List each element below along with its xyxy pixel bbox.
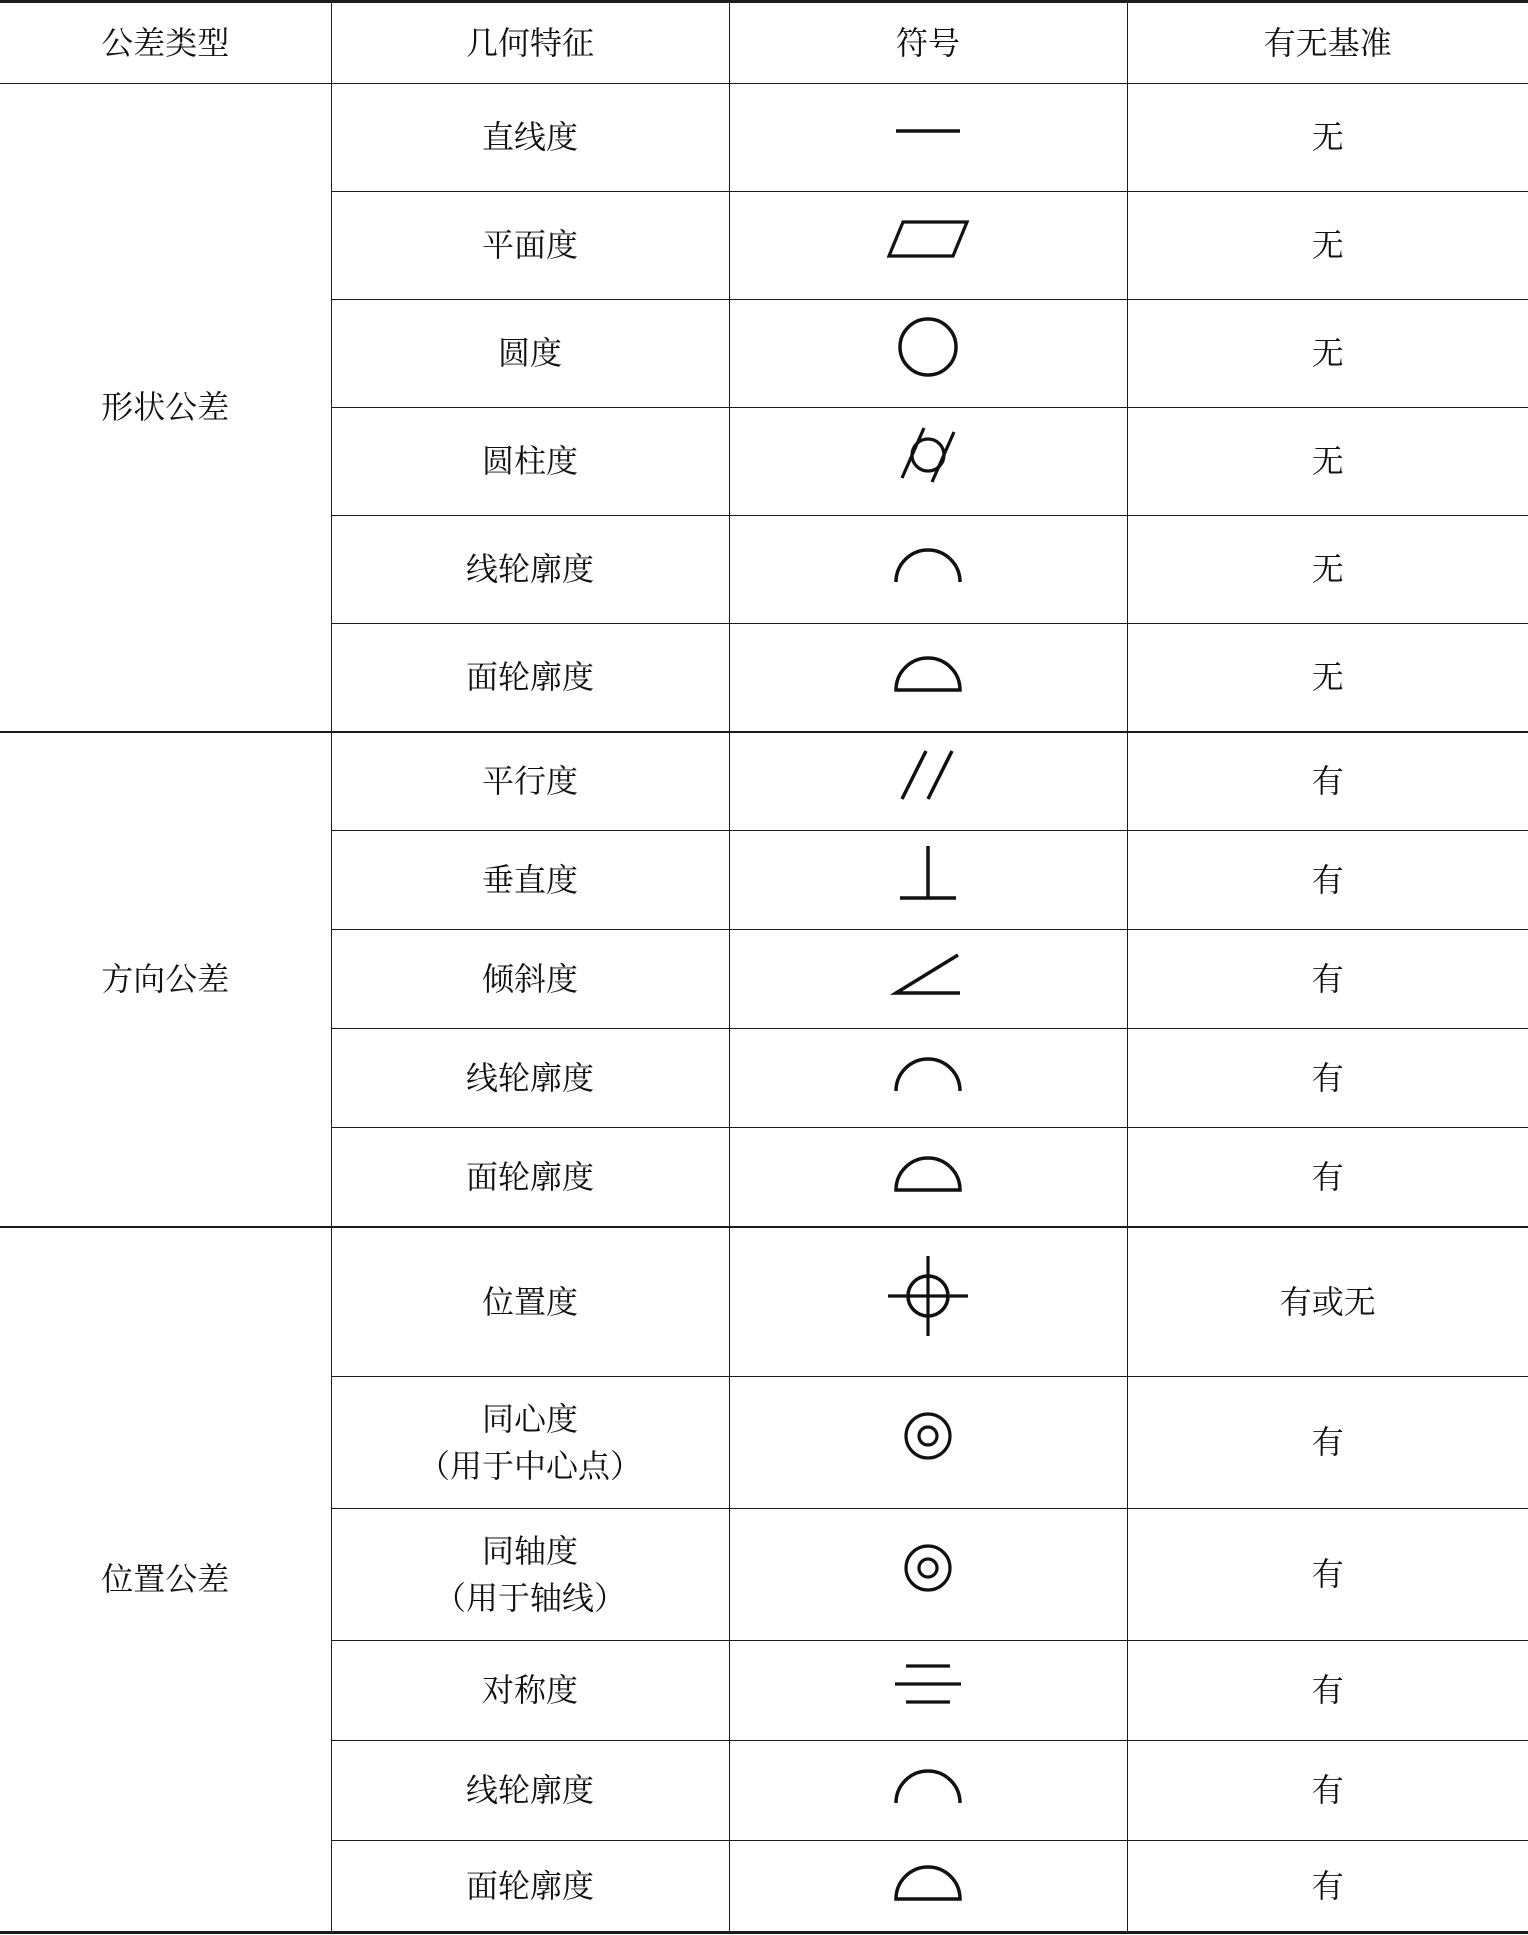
feature-label: 面轮廓度 [465,658,594,697]
geometric-feature-cell [331,1741,729,1841]
table-row [0,732,1528,831]
datum-cell: 有 [1127,930,1528,1029]
symbol-cell [729,732,1127,831]
feature-label: 位置度 [481,1282,578,1321]
feature-label: 垂直度 [481,860,578,899]
angularity-icon [890,945,966,1001]
feature-label: 平面度 [481,226,578,265]
header-row [0,2,1528,84]
datum-cell: 有 [1127,1841,1528,1933]
symbol-cell [729,516,1127,624]
geometric-feature-cell [331,408,729,516]
circularity-icon [895,314,961,380]
tolerance-type-cell: 位置公差 [0,1227,331,1933]
geometric-feature-cell [331,1641,729,1741]
header-symbol: 符号 [729,2,1127,84]
datum-cell: 有 [1127,1128,1528,1227]
symbol-cell [729,1227,1127,1377]
cylindricity-icon [893,420,963,490]
datum-cell: 有 [1127,1641,1528,1741]
geometric-feature-cell [331,1029,729,1128]
datum-cell: 有 [1127,831,1528,930]
feature-label: 面轮廓度 [465,1157,594,1196]
concentricity-icon [900,1408,956,1464]
geometric-feature-cell [331,831,729,930]
datum-cell: 有 [1127,1509,1528,1641]
geometric-feature-cell [331,930,729,1029]
line-profile-icon [890,538,966,588]
feature-label: 倾斜度 [481,959,578,998]
geometric-feature-cell [331,516,729,624]
tolerance-type-cell: 形状公差 [0,84,331,732]
geometric-feature-cell [331,1128,729,1227]
table-row [0,1227,1528,1377]
surface-profile-icon [890,1855,966,1905]
feature-label: 线轮廓度 [465,1771,594,1810]
datum-cell: 有或无 [1127,1227,1528,1377]
header-geometric-feature: 几何特征 [331,2,729,84]
feature-label: 平行度 [481,762,578,801]
feature-label: 同心度 [481,1400,578,1439]
symbol-cell [729,408,1127,516]
geometric-feature-cell [331,300,729,408]
geometric-feature-cell [331,1509,729,1641]
symbol-cell [729,831,1127,930]
feature-label: 线轮廓度 [465,550,594,589]
geometric-feature-cell [331,1227,729,1377]
datum-cell: 有 [1127,1029,1528,1128]
symbol-cell [729,300,1127,408]
symbol-cell [729,1128,1127,1227]
coaxiality-icon [900,1540,956,1596]
symbol-cell [729,84,1127,192]
feature-note: （用于中心点） [417,1446,642,1485]
feature-note: （用于轴线） [433,1578,626,1617]
symbol-cell [729,930,1127,1029]
symbol-cell [729,1509,1127,1641]
feature-label: 圆柱度 [481,442,578,481]
feature-label: 线轮廓度 [465,1058,594,1097]
datum-cell: 无 [1127,624,1528,732]
symbol-cell [729,624,1127,732]
geometric-feature-cell [331,624,729,732]
symbol-cell [729,192,1127,300]
geometric-feature-cell [331,1841,729,1933]
parallelism-icon [896,745,960,805]
feature-label: 圆度 [497,334,562,373]
straightness-icon [893,111,963,151]
datum-cell: 无 [1127,516,1528,624]
line-profile-icon [890,1759,966,1809]
geometric-feature-cell [331,1377,729,1509]
feature-label: 对称度 [481,1671,578,1710]
geometric-feature-cell [331,84,729,192]
datum-cell: 无 [1127,300,1528,408]
symbol-cell [729,1029,1127,1128]
perpendicularity-icon [896,842,960,906]
line-profile-icon [890,1047,966,1097]
header-tolerance-type: 公差类型 [0,2,331,84]
symbol-cell [729,1641,1127,1741]
feature-label: 直线度 [481,118,578,157]
datum-cell: 有 [1127,1377,1528,1509]
header-datum: 有无基准 [1127,2,1528,84]
symbol-cell [729,1841,1127,1933]
datum-cell: 无 [1127,408,1528,516]
geometric-feature-cell [331,732,729,831]
feature-label: 面轮廓度 [465,1866,594,1905]
geometric-feature-cell [331,192,729,300]
position-icon [886,1254,970,1338]
datum-cell: 有 [1127,1741,1528,1841]
flatness-icon [883,214,973,264]
datum-cell: 无 [1127,192,1528,300]
surface-profile-icon [890,646,966,696]
datum-cell: 无 [1127,84,1528,192]
datum-cell: 有 [1127,732,1528,831]
symmetry-icon [892,1659,964,1709]
table-body [0,2,1528,1933]
tolerance-type-cell: 方向公差 [0,732,331,1227]
feature-label: 同轴度 [481,1532,578,1571]
table-row [0,84,1528,192]
surface-profile-icon [890,1146,966,1196]
symbol-cell [729,1377,1127,1509]
symbol-cell [729,1741,1127,1841]
